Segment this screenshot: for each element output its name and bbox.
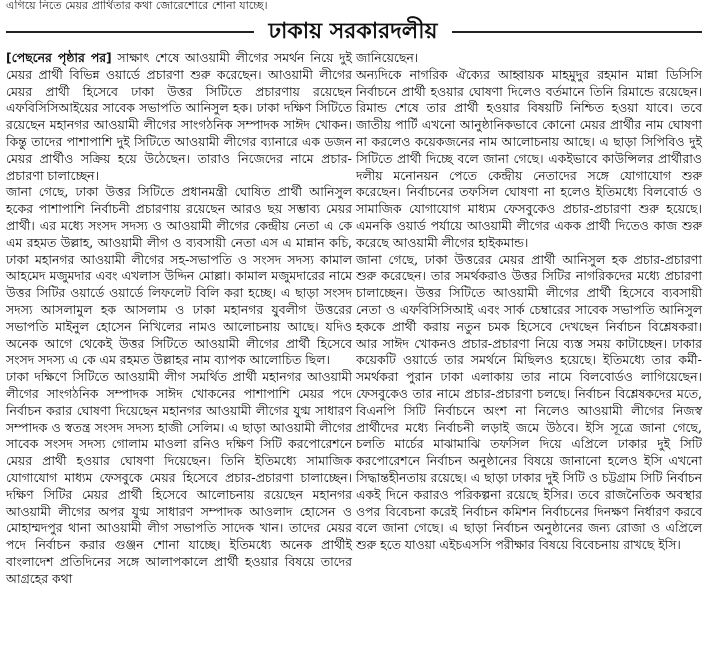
headline-bar [0, 14, 708, 48]
headline: ঢাকায় সরকারদলীয় [268, 18, 438, 44]
article-paragraph: অন্যদিকে নাগরিক ঐক্যের আহ্বায়ক মাহমুদুর রহমান মান্না ডিসিসি নির্বাচনে প্রার্থী হওয়ার ঘোষণা দিলেও বর্তমানে তিনি রিমান্ডে রয়েছেন। রিমান্ড শেষে তার প্রার্থী হওয়ার বিষয়টি নিশ্চিত হওয়া যাবে। তবে জাতীয় পার্টি এখনো আনুষ্ঠানিকভাবে কোনো মেয়র প্রার্থীর নাম ঘোষণা না করলেও কয়েকজনের নাম আলোচনায় আছে। এ ছাড়া সিপিবিও দুই সিটিতে প্রার্থী দিচ্ছে বলে জানা গেছে। একইভাবে কাউন্সিলর প্রার্থীরাও দলীয় মনোনয়ন পেতে কেন্দ্রীয় নেতাদের সঙ্গে যোগাযোগ শুরু করেছেন। নির্বাচনের তফসিল ঘোষণা না হলেও ইতিমধ্যে বিলবোর্ড ও সামাজিক যোগাযোগ মাধ্যম ফেসবুকেও প্রচার-প্রচারণা শুরু হয়েছে। এমনকি ওয়ার্ড পর্যায়ে আওয়ামী লীগের একক প্রার্থী দিতেও কাজ শুরু করেছে আওয়ামী লীগের হাইকমান্ড। [356, 66, 702, 250]
article-paragraph: ঢাকা দক্ষিণে সিটিতে আওয়ামী লীগ সমর্থিত প্রার্থী মহানগর আওয়ামী লীগের সাংগঠনিক সম্পাদক সাঈদ খোকনের পাশাপাশি মেয়র পদে নির্বাচন করার ঘোষণা দিয়েছেন মহানগর আওয়ামী লীগের যুগ্ম সাধারণ সম্পাদক ও স্বতন্ত্র সংসদ সদস্য হাজী সেলিম। এ ছাড়া আওয়ামী লীগের সাবেক সংসদ সদস্য গোলাম মাওলা রনিও দক্ষিণ সিটি করপোরেশনে মেয়র প্রার্থী হওয়ার ঘোষণা দিয়েছেন। তিনি ইতিমধ্যে সামাজিক যোগাযোগ মাধ্যম ফেসবুকে মেয়র হিসেবে প্রচার-প্রচারণা চালাচ্ছেন। দক্ষিণ সিটির মেয়র প্রার্থী হিসেবে আলোচনায় রয়েছেন মহানগর আওয়ামী লীগের অপর যুগ্ম সাধারণ সম্পাদক আওলাদ হোসেন ও মোহাম্মদপুর থানা আওয়ামী লীগ সভাপতি সাদেক খান। তাদের মেয়র পদে নির্বাচন করার গুঞ্জন শোনা যাচ্ছে। ইতিমধ্যে অনেক প্রার্থীই বাংলাদেশ প্রতিদিনের সঙ্গে আলাপকালে প্রার্থী হওয়ার বিষয়ে তাদের আগ্রহের কথা [6, 369, 352, 586]
article-paragraph: জানিয়েছেন। [356, 50, 419, 65]
continued-from-label: [পেছনের পৃষ্ঠার পর] [6, 50, 112, 65]
article-column-left [6, 50, 352, 588]
article-paragraph: জানা গেছে, ঢাকা উত্তরের মেয়র প্রার্থী আনিসুল হক প্রচার-প্রচারণা শুরু করেছেন। তার সমর্থকরাও উত্তর সিটির নাগরিকদের মধ্যে প্রচারণা চালাচ্ছেন। উত্তর সিটিতে আওয়ামী লীগের প্রার্থী হিসেবে ব্যবসায়ী নেতা ও এফবিসিসিআই এবং সার্ক চেম্বারের সাবেক সভাপতি আনিসুল হককে প্রার্থী করায় নতুন চমক হিসেবে দেখছেন নির্বাচন বিশ্লেষকরা। আর সাঈদ খোকনও প্রচার-প্রচারণা নিয়ে ব্যস্ত সময় কাটাচ্ছেন। ঢাকার কয়েকটি ওয়ার্ডে তার সমর্থনে মিছিলও হয়েছে। ইতিমধ্যে তার কর্মী-সমর্থকরা পুরান ঢাকা এলাকায় তার নামে বিলবোর্ডও লাগিয়েছেন। ফেসবুকেও তার নামে প্রচার-প্রচারণা চলছে। নির্বাচন বিশ্লেষকদের মতে, বিএনপি সিটি নির্বাচনে অংশ না নিলেও আওয়ামী লীগের নিজস্ব প্রার্থীদের মধ্যে নির্বাচনী লড়াই জমে উঠবে। ইসি সূত্রে জানা গেছে, চলতি মার্চের মাঝামাঝি তফসিল দিয়ে এপ্রিলে ঢাকার দুই সিটি করপোরেশনে নির্বাচন অনুষ্ঠানের বিষয়ে জানানো হলেও ইসি এখনো সিদ্ধান্তহীনতায় রয়েছে। এ ছাড়া ঢাকার দুই সিটি ও চট্টগ্রাম সিটি নির্বাচন একই দিনে করারও পরিকল্পনা রয়েছে ইসির। তবে রাজনৈতিক অবস্থার ওপর বিবেচনা করেই নির্বাচন কমিশন নির্বাচনের দিনক্ষণ নির্ধারণ করবে বলে জানা গেছে। এ ছাড়া নির্বাচন অনুষ্ঠানের জন্য রোজা ও এপ্রিলে শুরু হতে যাওয়া এইচএসসি পরীক্ষার বিষয়ে বিবেচনায় রাখছে ইসি। [356, 251, 702, 553]
paragraph-text: সাক্ষাৎ শেষে আওয়ামী লীগের সমর্থন নিয়ে দুই মেয়র প্রার্থী বিভিন্ন ওয়ার্ডে প্রচারণা শুরু করেছেন। আওয়ামী লীগের মেয়র প্রার্থী হিসেবে ঢাকা উত্তর সিটিতে প্রচারণায় রয়েছেন এফবিসিসিআইয়ের সাবেক সভাপতি আনিসুল হক। ঢাকা দক্ষিণ সিটিতে রয়েছেন মহানগর আওয়ামী লীগের সাংগঠনিক সম্পাদক সাঈদ খোকন। কিন্তু তাদের পাশাপাশি দুই সিটিতে আওয়ামী লীগের ব্যানারে এক ডজন মেয়র প্রার্থীও সক্রিয় হয়ে উঠেছেন। তারাও নিজেদের নামে প্রচার-প্রচারণা চালাচ্ছেন। [6, 50, 352, 183]
article-paragraph [6, 50, 352, 184]
previous-article-tail: এগিয়ে নিতে মেয়র প্রার্থিতার কথা জোরেশোরে শোনা যাচ্ছে। [6, 0, 268, 12]
headline-rule-left [6, 31, 254, 33]
article-paragraph: জানা গেছে, ঢাকা উত্তর সিটিতে প্রধানমন্ত্রী ঘোষিত প্রার্থী আনিসুল হকের পাশাপাশি নির্বাচনী প্রচারণায় রয়েছেন আরও ছয় সম্ভাব্য মেয়র প্রার্থী। এর মধ্যে সংসদ সদস্য ও আওয়ামী লীগের কেন্দ্রীয় নেতা এ কে এম রহমত উল্লাহ, আওয়ামী লীগ ও ব্যবসায়ী নেতা এস এ মান্নান কচি, ঢাকা মহানগর আওয়ামী লীগের সহ-সভাপতি ও সংসদ সদস্য কামাল আহমেদ মজুমদার এবং এখলাস উদ্দিন মোল্লা। কামাল মজুমদারের নামে উত্তর সিটির ওয়ার্ডে ওয়ার্ডে লিফলেট বিলি করা হচ্ছে। এ ছাড়া সংসদ সদস্য আসলামুল হক আসলাম ও ঢাকা মহানগর যুবলীগ উত্তরের সভাপতি মাইনুল হোসেন নিখিলের নামও আলোচনায় আছে। যদিও অনেক আগে থেকেই উত্তর সিটিতে আওয়ামী লীগের প্রার্থী হিসেবে সংসদ সদস্য এ কে এম রহমত উল্লাহর নাম ব্যাপক আলোচিত ছিল। [6, 184, 352, 368]
article-column-right [356, 50, 702, 554]
headline-rule-right [452, 31, 702, 33]
